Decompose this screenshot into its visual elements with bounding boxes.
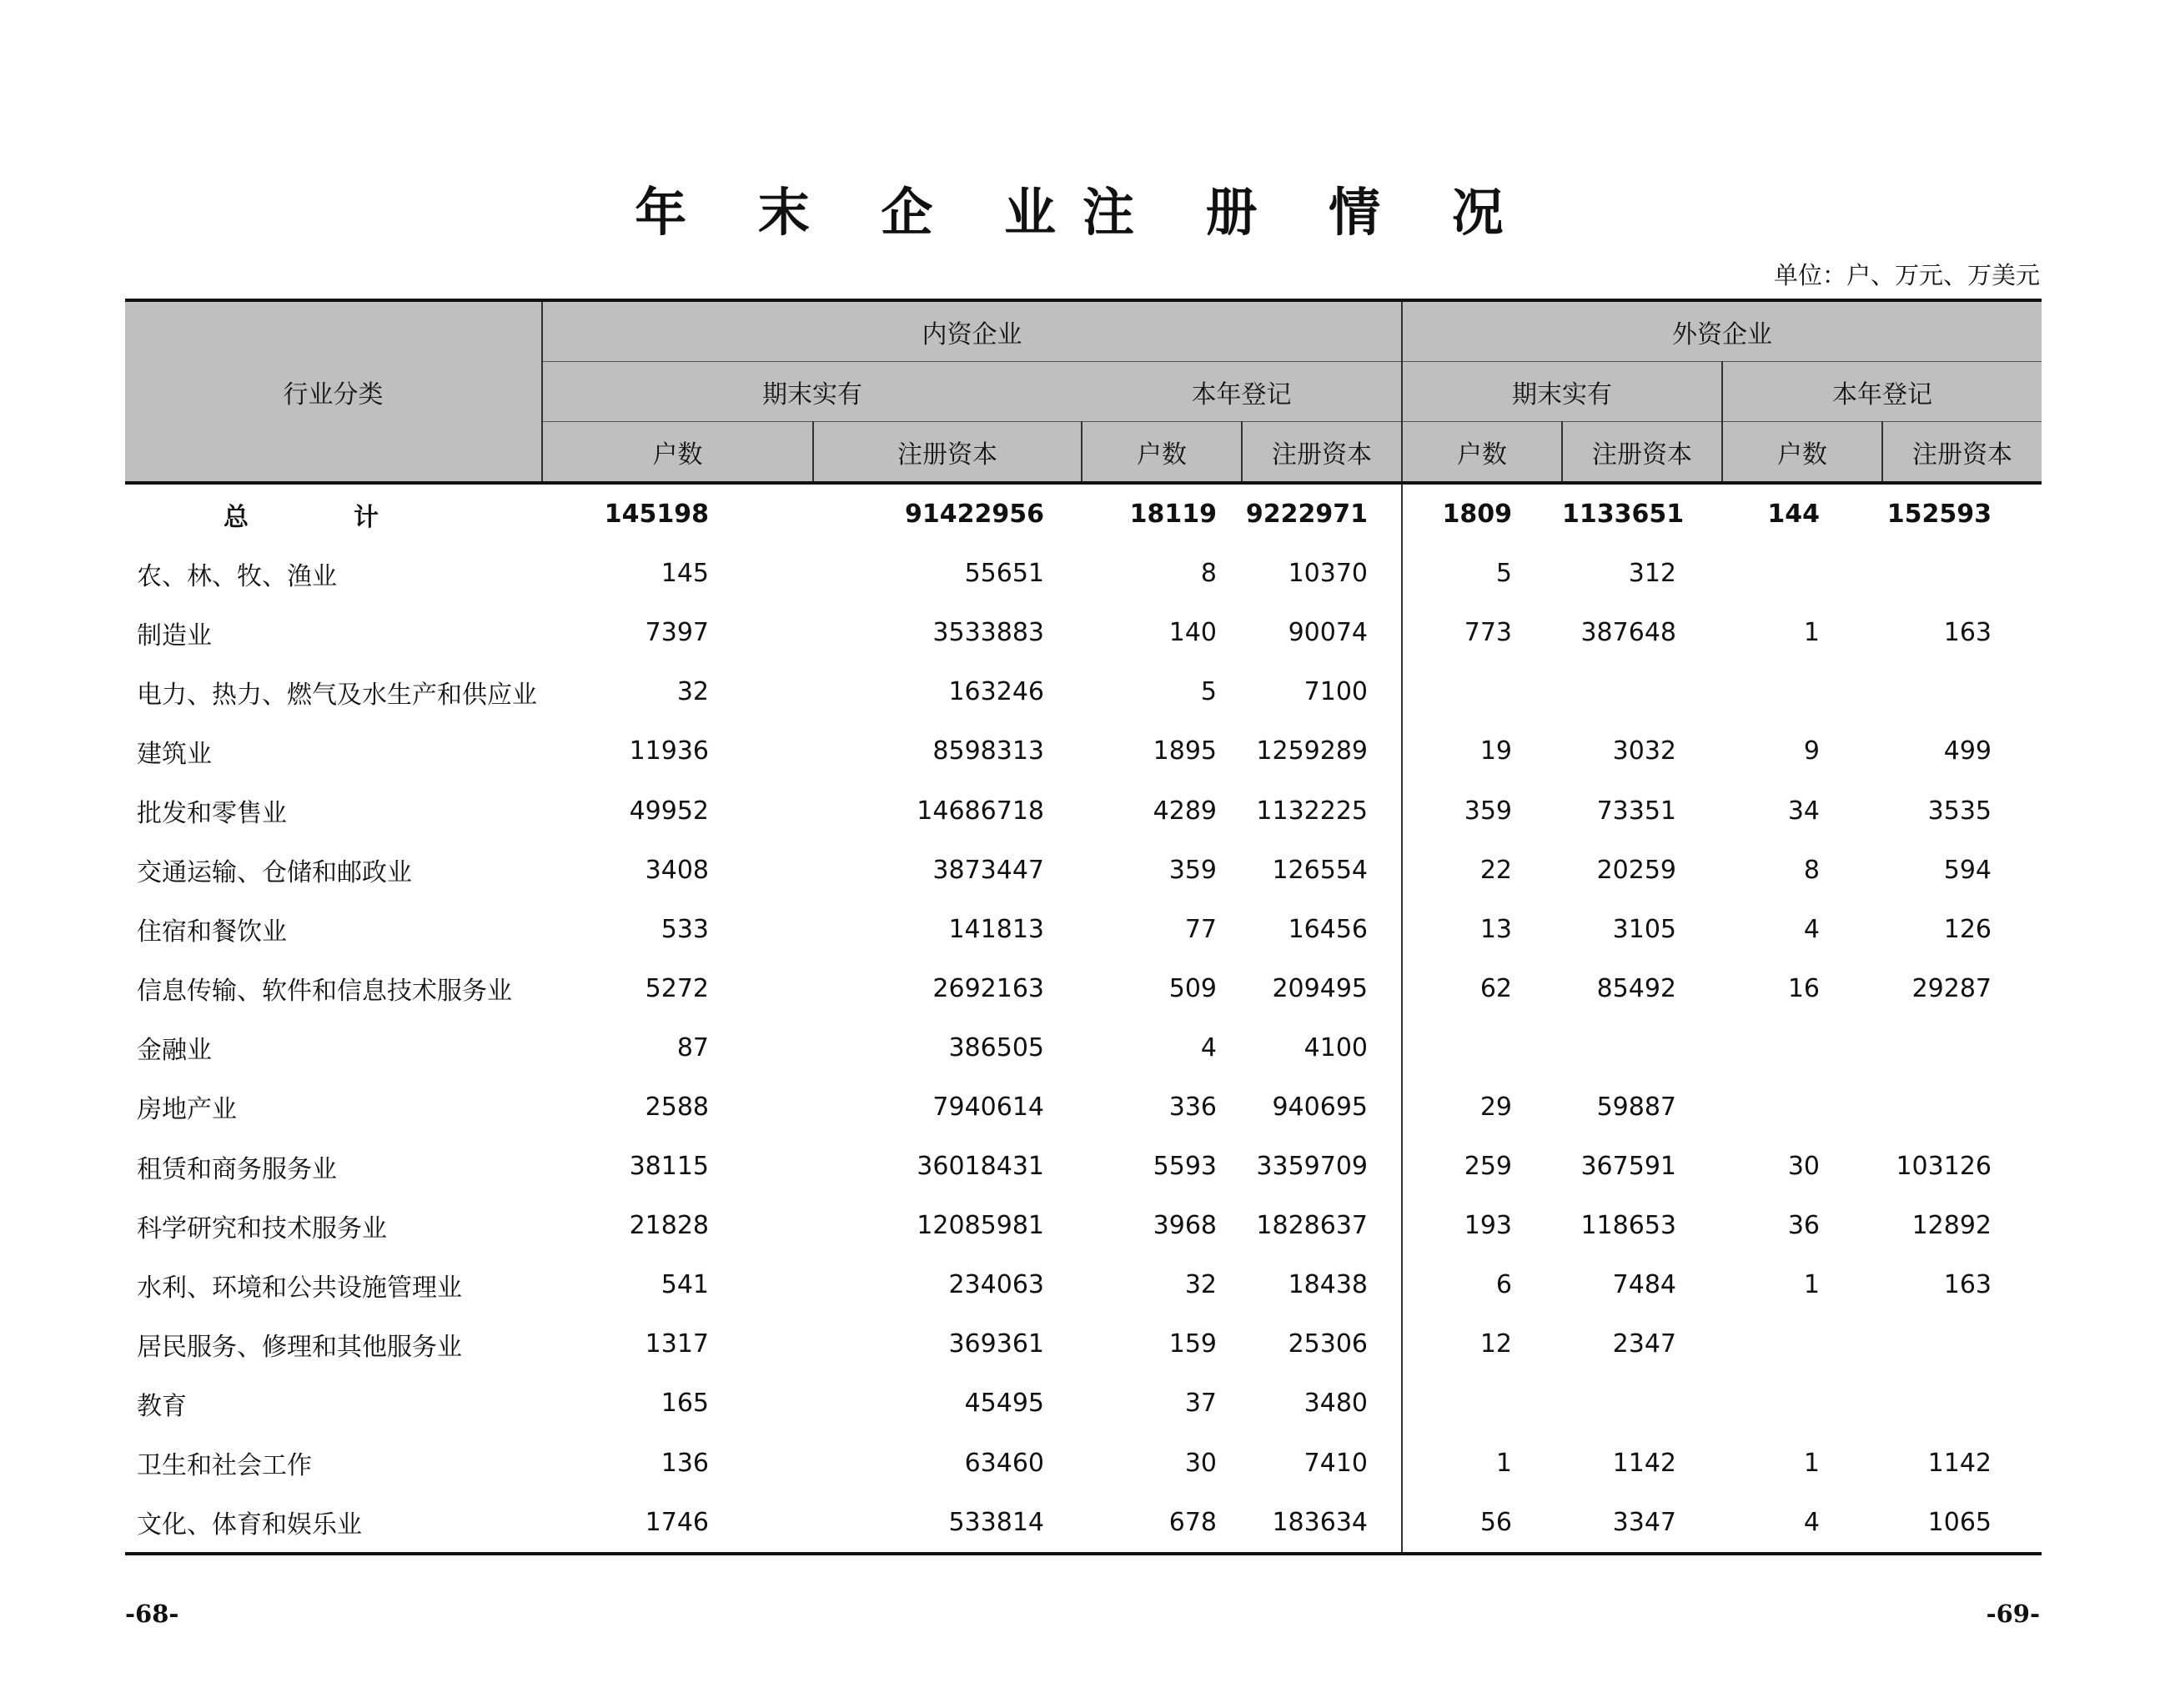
foreign-new-households-cell: 9 xyxy=(1803,736,1820,766)
foreign-end-households-cell xyxy=(1402,1374,1562,1433)
domestic-new-households-cell: 509 xyxy=(1168,973,1217,1003)
domestic-end-capital-cell: 55651 xyxy=(964,559,1044,589)
foreign-new-capital-cell: 1065 xyxy=(1927,1507,1992,1537)
foreign-new-capital-cell: 499 xyxy=(1943,736,1992,766)
domestic-end-households-cell: 5272 xyxy=(645,973,709,1003)
domestic-new-capital-cell: 1828637 xyxy=(1256,1211,1368,1241)
domestic-end-households-cell: 7397 xyxy=(645,618,709,648)
domestic-new-households-cell: 159 xyxy=(1168,1329,1217,1359)
domestic-new-households-cell: 30 xyxy=(1184,1448,1217,1478)
industry-name: 卫生和社会工作 xyxy=(137,1451,312,1481)
foreign-end-households-cell: 1809 xyxy=(1402,483,1562,544)
domestic-end-capital-cell: 91422956 xyxy=(905,500,1044,530)
table-row-total xyxy=(125,483,2042,544)
industry-name: 科学研究和技术服务业 xyxy=(137,1213,387,1243)
industry-name: 租赁和商务服务业 xyxy=(137,1154,337,1184)
domestic-new-households-cell: 140 xyxy=(1168,618,1217,648)
domestic-new-households-cell: 8 xyxy=(1200,559,1217,589)
foreign-end-households-cell: 56 xyxy=(1402,1493,1562,1554)
domestic-new-households-cell: 37 xyxy=(1184,1389,1217,1419)
foreign-end-households-cell: 6 xyxy=(1402,1255,1562,1314)
foreign-new-households-cell: 4 xyxy=(1803,914,1820,944)
foreign-end-capital-cell: 1133651 xyxy=(1562,500,1685,530)
foreign-new-households-cell xyxy=(1722,662,1882,721)
foreign-end-households-cell: 359 xyxy=(1402,781,1562,840)
foreign-end-capital-cell: 3347 xyxy=(1612,1507,1676,1537)
foreign-end-capital-cell xyxy=(1562,1018,1722,1078)
header-households: 户数 xyxy=(1082,422,1242,484)
industry-name: 制造业 xyxy=(137,620,212,651)
foreign-end-capital-cell: 3032 xyxy=(1612,736,1676,766)
domestic-new-households-cell: 4 xyxy=(1200,1032,1217,1062)
foreign-new-capital-cell: 126 xyxy=(1943,914,1992,944)
foreign-new-capital-cell: 152593 xyxy=(1886,500,1992,530)
domestic-end-capital-cell: 386505 xyxy=(948,1032,1044,1062)
foreign-new-households-cell: 1 xyxy=(1803,618,1820,648)
domestic-new-households-cell: 3968 xyxy=(1153,1211,1217,1241)
industry-name: 金融业 xyxy=(137,1036,212,1066)
domestic-new-capital-cell: 3359709 xyxy=(1256,1152,1368,1182)
foreign-end-capital-cell: 2347 xyxy=(1612,1329,1676,1359)
domestic-end-households-cell: 1746 xyxy=(645,1507,709,1537)
domestic-new-households-cell: 5593 xyxy=(1153,1152,1217,1182)
industry-name: 居民服务、修理和其他服务业 xyxy=(137,1332,462,1362)
domestic-new-households-cell: 1895 xyxy=(1153,736,1217,766)
domestic-end-capital-cell: 163246 xyxy=(948,677,1044,707)
domestic-new-capital-cell: 90074 xyxy=(1288,618,1368,648)
domestic-end-households-cell: 38115 xyxy=(629,1152,709,1182)
table-row xyxy=(125,1314,2042,1374)
header-domestic: 内资企业 xyxy=(542,300,1402,362)
domestic-end-households-cell: 87 xyxy=(676,1032,709,1062)
foreign-end-capital-cell: 367591 xyxy=(1580,1152,1676,1182)
domestic-new-capital-cell: 1132225 xyxy=(1256,796,1368,826)
domestic-end-households-cell: 533 xyxy=(661,914,709,944)
header-households: 户数 xyxy=(1402,422,1562,484)
foreign-new-capital-cell: 594 xyxy=(1943,855,1992,885)
table-row xyxy=(125,1493,2042,1554)
domestic-new-capital-cell: 16456 xyxy=(1288,914,1368,944)
foreign-new-capital-cell xyxy=(1882,1018,2042,1078)
domestic-end-households-cell: 145 xyxy=(661,559,709,589)
header-capital: 注册资本 xyxy=(1242,422,1402,484)
table-row xyxy=(125,1255,2042,1314)
domestic-new-capital-cell: 18438 xyxy=(1288,1270,1368,1300)
domestic-new-households-cell: 5 xyxy=(1200,677,1217,707)
foreign-new-households-cell xyxy=(1722,1314,1882,1374)
table-row xyxy=(125,662,2042,721)
domestic-new-households-cell: 4289 xyxy=(1153,796,1217,826)
foreign-new-capital-cell: 163 xyxy=(1943,618,1992,648)
header-domestic-end-of-period: 期末实有 xyxy=(542,362,1082,422)
header-capital: 注册资本 xyxy=(1562,422,1722,484)
foreign-new-households-cell xyxy=(1722,1374,1882,1433)
domestic-end-capital-cell: 8598313 xyxy=(932,736,1044,766)
foreign-end-capital-cell: 118653 xyxy=(1580,1211,1676,1241)
table-header xyxy=(125,300,2042,483)
foreign-new-households-cell: 36 xyxy=(1787,1211,1820,1241)
domestic-end-households-cell: 541 xyxy=(661,1270,709,1300)
foreign-new-capital-cell xyxy=(1882,662,2042,721)
domestic-new-capital-cell: 3480 xyxy=(1304,1389,1368,1419)
foreign-end-households-cell: 62 xyxy=(1402,959,1562,1018)
foreign-end-households-cell xyxy=(1402,1018,1562,1078)
industry-name: 住宿和餐饮业 xyxy=(137,917,287,947)
domestic-end-capital-cell: 63460 xyxy=(964,1448,1044,1478)
foreign-new-capital-cell: 103126 xyxy=(1896,1152,1992,1182)
foreign-new-households-cell xyxy=(1722,544,1882,603)
industry-name: 文化、体育和娱乐业 xyxy=(137,1510,362,1540)
domestic-new-capital-cell: 9222971 xyxy=(1245,500,1368,530)
foreign-new-households-cell xyxy=(1722,1078,1882,1137)
domestic-end-households-cell: 11936 xyxy=(629,736,709,766)
page-number-left: -68- xyxy=(125,1600,179,1628)
foreign-new-capital-cell xyxy=(1882,1374,2042,1433)
industry-name: 总 计 xyxy=(224,502,419,532)
page-number-right: -69- xyxy=(1986,1600,2040,1628)
foreign-new-capital-cell xyxy=(1882,1314,2042,1374)
foreign-end-households-cell: 13 xyxy=(1402,900,1562,959)
domestic-new-capital-cell: 940695 xyxy=(1272,1092,1368,1122)
foreign-new-households-cell: 1 xyxy=(1803,1270,1820,1300)
foreign-end-capital-cell xyxy=(1562,1374,1722,1433)
foreign-new-capital-cell: 1142 xyxy=(1927,1448,1992,1478)
foreign-new-households-cell: 144 xyxy=(1767,500,1820,530)
header-industry: 行业分类 xyxy=(125,300,542,483)
foreign-new-capital-cell: 29287 xyxy=(1911,973,1992,1003)
domestic-end-households-cell: 2588 xyxy=(645,1092,709,1122)
domestic-end-capital-cell: 141813 xyxy=(948,914,1044,944)
foreign-end-households-cell: 19 xyxy=(1402,721,1562,781)
table-row xyxy=(125,603,2042,662)
domestic-new-capital-cell: 209495 xyxy=(1272,973,1368,1003)
foreign-new-households-cell xyxy=(1722,1018,1882,1078)
foreign-new-capital-cell xyxy=(1882,544,2042,603)
foreign-new-capital-cell: 3535 xyxy=(1927,796,1992,826)
industry-name: 信息传输、软件和信息技术服务业 xyxy=(137,977,512,1007)
header-domestic-this-year: 本年登记 xyxy=(1082,362,1402,422)
table-row xyxy=(125,841,2042,900)
table-row xyxy=(125,1137,2042,1196)
domestic-new-capital-cell: 25306 xyxy=(1288,1329,1368,1359)
domestic-end-households-cell: 145198 xyxy=(604,500,709,530)
table-row xyxy=(125,1018,2042,1078)
table-row xyxy=(125,1374,2042,1433)
table-row xyxy=(125,959,2042,1018)
domestic-new-households-cell: 336 xyxy=(1168,1092,1217,1122)
domestic-end-capital-cell: 2692163 xyxy=(932,973,1044,1003)
foreign-end-capital-cell: 20259 xyxy=(1596,855,1676,885)
industry-name: 水利、环境和公共设施管理业 xyxy=(137,1273,462,1303)
foreign-end-capital-cell: 59887 xyxy=(1596,1092,1676,1122)
enterprise-registration-table xyxy=(125,299,2042,1555)
header-capital: 注册资本 xyxy=(813,422,1082,484)
domestic-new-households-cell: 678 xyxy=(1168,1507,1217,1537)
header-foreign-this-year: 本年登记 xyxy=(1722,362,2042,422)
foreign-end-households-cell: 5 xyxy=(1402,544,1562,603)
foreign-end-households-cell: 1 xyxy=(1402,1434,1562,1493)
unit-note: 单位：户、万元、万美元 xyxy=(1773,261,2040,289)
header-capital: 注册资本 xyxy=(1882,422,2042,484)
industry-name: 农、林、牧、渔业 xyxy=(137,561,337,591)
domestic-end-households-cell: 136 xyxy=(661,1448,709,1478)
foreign-end-households-cell: 22 xyxy=(1402,841,1562,900)
page-title: 年 末 企 业注 册 情 况 xyxy=(635,182,1530,243)
header-households: 户数 xyxy=(542,422,813,484)
domestic-new-capital-cell: 1259289 xyxy=(1256,736,1368,766)
domestic-end-capital-cell: 14686718 xyxy=(917,796,1044,826)
foreign-end-capital-cell xyxy=(1562,662,1722,721)
industry-name: 房地产业 xyxy=(137,1095,237,1125)
domestic-new-capital-cell: 126554 xyxy=(1272,855,1368,885)
table-row xyxy=(125,1078,2042,1137)
domestic-end-households-cell: 1317 xyxy=(645,1329,709,1359)
foreign-end-households-cell xyxy=(1402,662,1562,721)
industry-name: 交通运输、仓储和邮政业 xyxy=(137,858,412,888)
table-row xyxy=(125,1434,2042,1493)
foreign-end-capital-cell: 85492 xyxy=(1596,973,1676,1003)
domestic-end-capital-cell: 7940614 xyxy=(932,1092,1044,1122)
domestic-end-capital-cell: 533814 xyxy=(948,1507,1044,1537)
domestic-end-households-cell: 32 xyxy=(676,677,709,707)
table-row xyxy=(125,1196,2042,1255)
header-foreign: 外资企业 xyxy=(1402,300,2042,362)
foreign-end-capital-cell: 3105 xyxy=(1612,914,1676,944)
domestic-new-households-cell: 77 xyxy=(1184,914,1217,944)
foreign-new-households-cell: 16 xyxy=(1787,973,1820,1003)
foreign-new-households-cell: 30 xyxy=(1787,1152,1820,1182)
domestic-end-households-cell: 21828 xyxy=(629,1211,709,1241)
domestic-new-capital-cell: 10370 xyxy=(1288,559,1368,589)
foreign-end-capital-cell: 1142 xyxy=(1612,1448,1676,1478)
foreign-new-households-cell: 1 xyxy=(1803,1448,1820,1478)
table-row xyxy=(125,721,2042,781)
domestic-new-capital-cell: 4100 xyxy=(1304,1032,1368,1062)
header-foreign-end-of-period: 期末实有 xyxy=(1402,362,1722,422)
header-households: 户数 xyxy=(1722,422,1882,484)
domestic-end-households-cell: 49952 xyxy=(629,796,709,826)
foreign-end-households-cell: 259 xyxy=(1402,1137,1562,1196)
domestic-end-capital-cell: 3873447 xyxy=(932,855,1044,885)
foreign-end-households-cell: 12 xyxy=(1402,1314,1562,1374)
table-row xyxy=(125,544,2042,603)
domestic-new-households-cell: 32 xyxy=(1184,1270,1217,1300)
foreign-new-capital-cell: 12892 xyxy=(1911,1211,1992,1241)
domestic-end-households-cell: 165 xyxy=(661,1389,709,1419)
domestic-end-capital-cell: 3533883 xyxy=(932,618,1044,648)
domestic-new-capital-cell: 7100 xyxy=(1304,677,1368,707)
foreign-end-capital-cell: 73351 xyxy=(1596,796,1676,826)
domestic-end-capital-cell: 45495 xyxy=(964,1389,1044,1419)
foreign-end-capital-cell: 312 xyxy=(1628,559,1676,589)
foreign-new-households-cell: 34 xyxy=(1787,796,1820,826)
domestic-end-capital-cell: 369361 xyxy=(948,1329,1044,1359)
table-body xyxy=(125,483,2042,1554)
domestic-end-capital-cell: 12085981 xyxy=(917,1211,1044,1241)
foreign-new-households-cell: 4 xyxy=(1803,1507,1820,1537)
domestic-end-households-cell: 3408 xyxy=(645,855,709,885)
domestic-end-capital-cell: 234063 xyxy=(948,1270,1044,1300)
industry-name: 电力、热力、燃气及水生产和供应业 xyxy=(137,680,537,710)
foreign-new-capital-cell xyxy=(1882,1078,2042,1137)
domestic-end-capital-cell: 36018431 xyxy=(917,1152,1044,1182)
foreign-end-households-cell: 773 xyxy=(1402,603,1562,662)
industry-name: 建筑业 xyxy=(137,739,212,769)
table-row xyxy=(125,900,2042,959)
foreign-end-capital-cell: 7484 xyxy=(1612,1270,1676,1300)
domestic-new-households-cell: 18119 xyxy=(1129,500,1217,530)
domestic-new-households-cell: 359 xyxy=(1168,855,1217,885)
table-row xyxy=(125,781,2042,840)
foreign-end-households-cell: 29 xyxy=(1402,1078,1562,1137)
foreign-end-capital-cell: 387648 xyxy=(1580,618,1676,648)
foreign-end-households-cell: 193 xyxy=(1402,1196,1562,1255)
foreign-new-capital-cell: 163 xyxy=(1943,1270,1992,1300)
domestic-new-capital-cell: 7410 xyxy=(1304,1448,1368,1478)
domestic-new-capital-cell: 183634 xyxy=(1272,1507,1368,1537)
industry-name: 批发和零售业 xyxy=(137,799,287,829)
industry-name: 教育 xyxy=(137,1391,187,1421)
foreign-new-households-cell: 8 xyxy=(1803,855,1820,885)
